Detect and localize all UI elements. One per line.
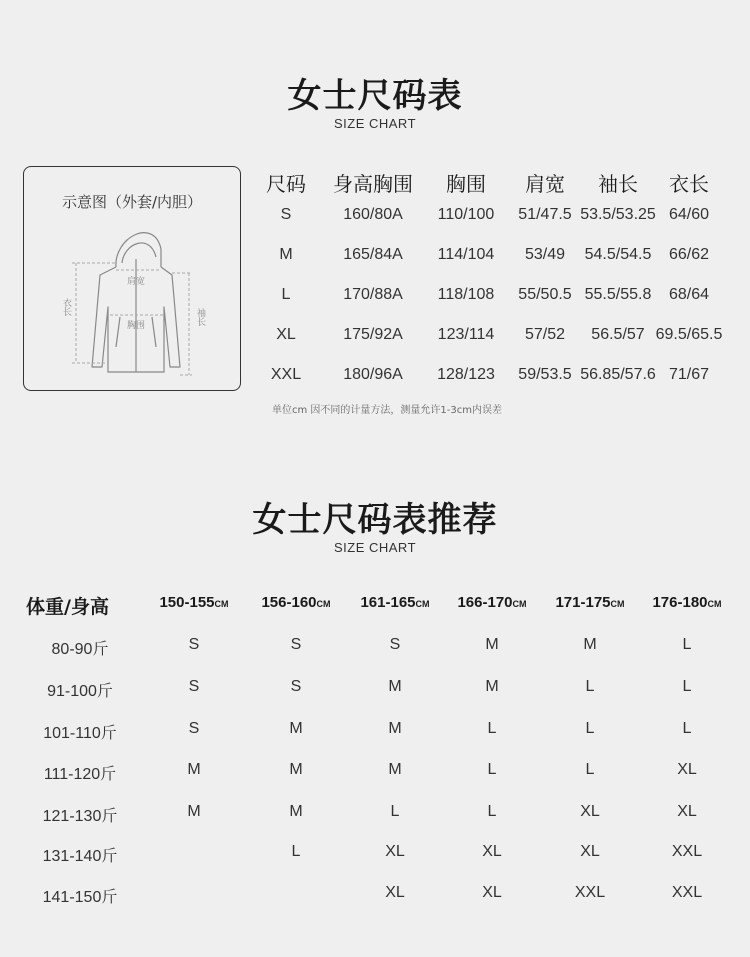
size-table-cell: 71/67 — [668, 366, 710, 383]
recommended-size-cell: XXL — [671, 843, 703, 860]
size-table-header: 肩宽 — [525, 172, 565, 196]
recommended-size-cell: S — [389, 636, 401, 653]
size-table-cell: 57/52 — [524, 326, 566, 343]
weight-row-label: 111-120斤 — [43, 766, 117, 783]
recommended-size-cell: S — [188, 720, 200, 737]
recommended-size-cell: L — [487, 803, 497, 820]
diagram-caption: 示意图（外套/内胆） — [61, 193, 203, 211]
size-table-cell: 165/84A — [343, 246, 403, 263]
size-table-cell: 170/88A — [343, 286, 403, 303]
recommended-size-cell: L — [585, 720, 595, 737]
height-range-header — [442, 594, 542, 611]
recommended-size-cell: L — [682, 636, 692, 653]
size-table-cell: 64/60 — [668, 206, 710, 223]
size-table-cell: 68/64 — [668, 286, 710, 303]
recommended-size-cell: S — [290, 678, 302, 695]
recommended-size-cell: S — [290, 636, 302, 653]
recommended-size-cell: M — [289, 720, 303, 737]
size-table-cell: 51/47.5 — [518, 206, 572, 223]
recommended-size-cell: M — [289, 803, 303, 820]
size-table-cell: 110/100 — [437, 206, 495, 223]
recommended-size-cell: XL — [482, 843, 502, 860]
label-sleeve: 袖长 — [195, 308, 205, 326]
height-range-unit: CM — [512, 599, 527, 609]
size-table-cell: XXL — [270, 366, 302, 383]
weight-row-label: 141-150斤 — [42, 889, 118, 906]
recommended-size-cell: S — [188, 636, 200, 653]
size-table-header: 袖长 — [598, 172, 638, 196]
weight-row-label: 80-90斤 — [51, 641, 109, 658]
recommended-size-cell: L — [682, 678, 692, 695]
recommended-size-cell: M — [583, 636, 597, 653]
height-range-value: 156-160 — [261, 594, 317, 611]
size-table-cell: 128/123 — [437, 366, 495, 383]
weight-row-label: 91-100斤 — [47, 683, 113, 700]
weight-row-label: 121-130斤 — [42, 808, 118, 825]
size-table-cell: 123/114 — [437, 326, 495, 343]
height-range-unit: CM — [707, 599, 722, 609]
size-table-cell: 55/50.5 — [518, 286, 572, 303]
height-range-header — [144, 594, 244, 611]
recommend-title: 女士尺码表推荐 — [252, 500, 498, 540]
recommended-size-cell: XL — [385, 843, 405, 860]
recommended-size-cell: M — [485, 636, 499, 653]
recommended-size-cell: XXL — [671, 884, 703, 901]
size-table-cell: 175/92A — [343, 326, 403, 343]
size-table-cell: 56.85/57.6 — [580, 366, 656, 383]
recommended-size-cell: L — [585, 678, 595, 695]
size-table-cell: 56.5/57 — [591, 326, 645, 343]
size-chart-subtitle: SIZE CHART — [333, 116, 417, 131]
size-table-header: 尺码 — [266, 172, 306, 196]
recommended-size-cell: L — [487, 720, 497, 737]
recommended-size-cell: L — [682, 720, 692, 737]
size-table-cell: 114/104 — [437, 246, 495, 263]
height-range-header — [540, 594, 640, 611]
measurement-note: 单位cm 因不同的计量方法，测量允许1-3cm内误差 — [272, 405, 502, 416]
garment-diagram — [23, 166, 241, 391]
height-range-header — [246, 594, 346, 611]
height-range-value: 171-175 — [555, 594, 611, 611]
height-range-value: 161-165 — [360, 594, 416, 611]
recommended-size-cell: L — [390, 803, 400, 820]
size-table-header: 身高胸围 — [333, 172, 413, 196]
recommended-size-cell: XL — [580, 843, 600, 860]
size-table-cell: L — [281, 286, 291, 303]
label-chest: 胸围 — [126, 321, 146, 331]
size-table-header: 胸围 — [446, 172, 486, 196]
recommended-size-cell: M — [187, 761, 201, 778]
label-shoulder: 肩宽 — [126, 277, 146, 287]
recommended-size-cell: XXL — [574, 884, 606, 901]
recommended-size-cell: S — [188, 678, 200, 695]
size-table-cell: M — [279, 246, 293, 263]
height-range-unit: CM — [214, 599, 229, 609]
height-range-value: 166-170 — [457, 594, 513, 611]
size-table-cell: XL — [276, 326, 296, 343]
recommend-corner-header: 体重/身高 — [26, 596, 109, 618]
label-length: 衣长 — [61, 298, 71, 316]
height-range-value: 150-155 — [159, 594, 215, 611]
size-table-header: 衣长 — [669, 172, 709, 196]
size-table-cell: 118/108 — [437, 286, 495, 303]
recommend-subtitle: SIZE CHART — [333, 540, 417, 555]
recommended-size-cell: XL — [580, 803, 600, 820]
recommended-size-cell: M — [388, 678, 402, 695]
recommended-size-cell: M — [388, 720, 402, 737]
recommended-size-cell: M — [388, 761, 402, 778]
size-chart-title: 女士尺码表 — [287, 76, 463, 116]
size-table-cell: 53.5/53.25 — [580, 206, 656, 223]
height-range-unit: CM — [316, 599, 331, 609]
recommended-size-cell: XL — [482, 884, 502, 901]
recommended-size-cell: L — [291, 843, 301, 860]
size-table-cell: 69.5/65.5 — [655, 326, 723, 343]
size-table-cell: 54.5/54.5 — [584, 246, 652, 263]
height-range-value: 176-180 — [652, 594, 708, 611]
size-table-cell: 180/96A — [343, 366, 403, 383]
recommended-size-cell: M — [187, 803, 201, 820]
height-range-header — [345, 594, 445, 611]
size-table-cell: 59/53.5 — [518, 366, 572, 383]
weight-row-label: 101-110斤 — [43, 725, 117, 742]
recommended-size-cell: M — [485, 678, 499, 695]
size-table-cell: 160/80A — [343, 206, 403, 223]
size-table-cell: 53/49 — [524, 246, 566, 263]
recommended-size-cell: L — [585, 761, 595, 778]
size-table-cell: 66/62 — [668, 246, 710, 263]
recommended-size-cell: L — [487, 761, 497, 778]
recommended-size-cell: XL — [385, 884, 405, 901]
height-range-unit: CM — [610, 599, 625, 609]
size-table-cell: S — [280, 206, 292, 223]
recommended-size-cell: XL — [677, 803, 697, 820]
weight-row-label: 131-140斤 — [42, 848, 118, 865]
recommended-size-cell: XL — [677, 761, 697, 778]
recommended-size-cell: M — [289, 761, 303, 778]
size-table-cell: 55.5/55.8 — [584, 286, 652, 303]
height-range-header — [637, 594, 737, 611]
height-range-unit: CM — [415, 599, 430, 609]
jacket-outline-icon — [24, 167, 242, 392]
